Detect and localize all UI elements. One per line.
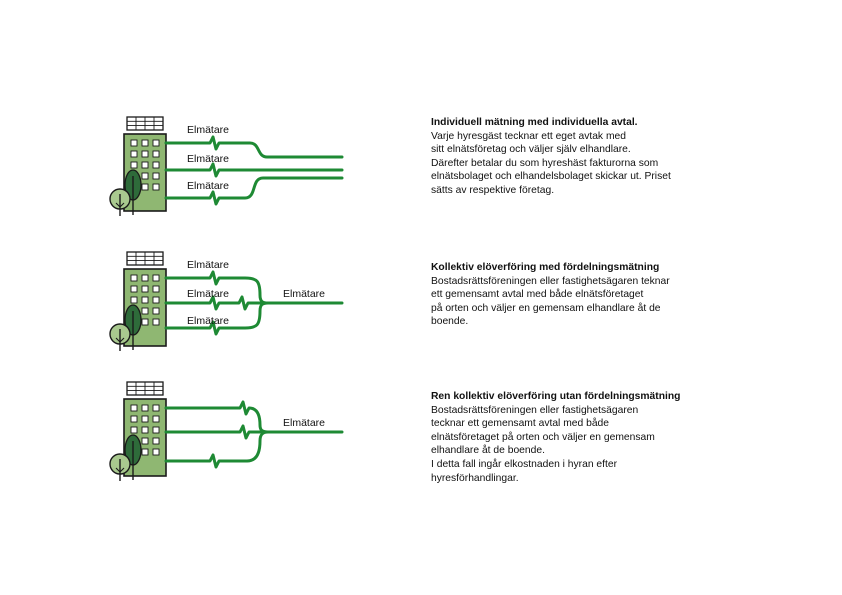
description-line: elhandlare åt de boende. bbox=[431, 445, 545, 457]
main-meter-label: Elmätare bbox=[283, 288, 326, 300]
scenario-2-description bbox=[431, 261, 731, 329]
main-meter-label: Elmätare bbox=[283, 417, 326, 429]
description-line: Bostadsrättsföreningen eller fastighetsägaren teknar bbox=[431, 275, 670, 287]
scenario-1-description bbox=[431, 116, 731, 198]
meter-label: Elmätare bbox=[187, 315, 230, 327]
meter-label: Elmätare bbox=[187, 180, 230, 192]
meter-label: Elmätare bbox=[187, 259, 230, 271]
description-line: tecknar ett gemensamt avtal med både bbox=[431, 418, 610, 430]
scenario-title: Kollektiv elöverföring med fördelningsmätning bbox=[431, 262, 660, 273]
meter-label: Elmätare bbox=[187, 153, 230, 165]
meter-label: Elmätare bbox=[187, 288, 230, 300]
description-line: I detta fall ingår elkostnaden i hyran efter bbox=[431, 458, 618, 470]
building-icon bbox=[110, 252, 166, 351]
scenario-title: Ren kollektiv elöverföring utan fördelningsmätning bbox=[431, 391, 681, 402]
meter-label: Elmätare bbox=[187, 124, 230, 136]
scenario-title: Individuell mätning med individuella avtal. bbox=[431, 117, 638, 128]
collective-power-lines bbox=[166, 402, 342, 467]
description-line: elnätsföretaget på orten och väljer en gemensam bbox=[431, 431, 655, 443]
description-line: på orten och väljer en gemensam elhandlare åt de bbox=[431, 302, 661, 314]
scenario-1-diagram bbox=[110, 117, 342, 216]
building-icon bbox=[110, 382, 166, 481]
description-line: sitt elnätsföretag och väljer själv elhandlare. bbox=[431, 144, 631, 156]
description-line: Varje hyresgäst tecknar ett eget avtak med bbox=[431, 130, 626, 142]
description-line: sätts av respektive företag. bbox=[431, 184, 555, 196]
individual-power-lines bbox=[166, 137, 342, 204]
description-line: ett gemensamt avtal med både elnätsföretaget bbox=[431, 289, 644, 301]
description-line: elnätsbolaget och elhandelsbolaget skickar ut. Priset bbox=[431, 171, 671, 183]
description-line: hyresförhandlingar. bbox=[431, 472, 519, 484]
building-icon bbox=[110, 117, 166, 216]
scenario-2-diagram bbox=[110, 252, 342, 351]
description-line: Bostadsrättsföreningen eller fastighetsägaren bbox=[431, 404, 639, 416]
description-line: Därefter betalar du som hyreshäst fakturorna som bbox=[431, 157, 659, 169]
description-line: boende. bbox=[431, 316, 469, 328]
scenario-3-diagram bbox=[110, 382, 342, 481]
scenario-3-description bbox=[431, 390, 731, 485]
